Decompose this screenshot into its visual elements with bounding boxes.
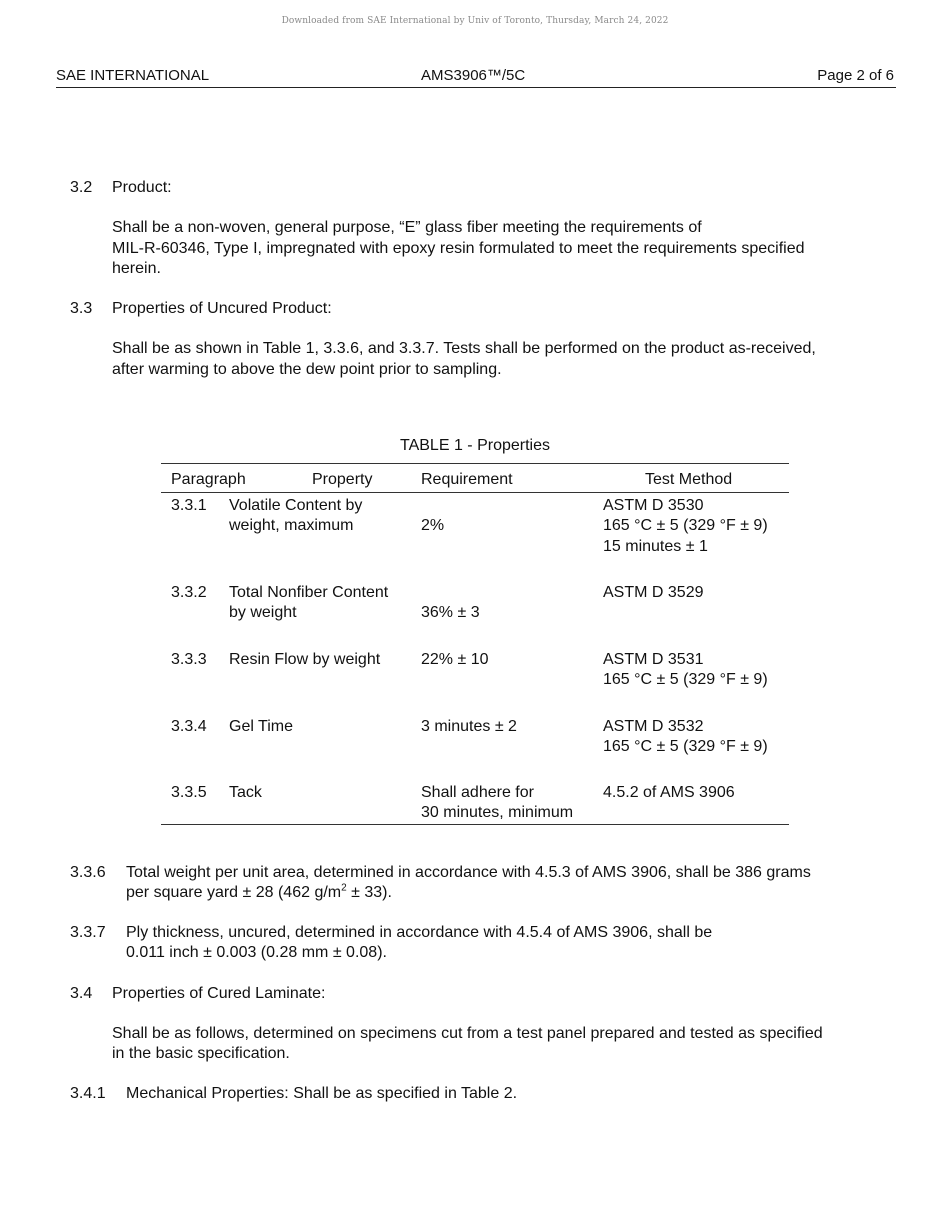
section-3-2-line-1: Shall be a non-woven, general purpose, “E” glass fiber meeting the requirements of (112, 219, 702, 236)
table-row-requirement: 36% ± 3 (421, 604, 480, 621)
superscript-2: 2 (341, 882, 347, 894)
section-3-4-title: Properties of Cured Laminate: (112, 985, 326, 1002)
section-3-4-1-number: 3.4.1 (70, 1085, 106, 1102)
table-row-test-method-cont: 165 °C ± 5 (329 °F ± 9) (603, 738, 768, 755)
section-3-4-1-text: Mechanical Properties: Shall be as specified in Table 2. (126, 1085, 518, 1102)
table-row-property: Gel Time (229, 718, 294, 735)
table-header-test-method: Test Method (645, 471, 733, 488)
section-3-2-number: 3.2 (70, 179, 93, 196)
section-3-3-6-line-1: Total weight per unit area, determined in accordance with 4.5.3 of AMS 3906, shall be 386 grams (126, 864, 811, 881)
section-3-3-6-line-2 (126, 883, 886, 904)
section-3-3-7-number: 3.3.7 (70, 924, 106, 941)
section-3-3-line-2: after warming to above the dew point prior to sampling. (112, 361, 502, 378)
table-row-paragraph: 3.3.4 (171, 718, 207, 735)
table-top-rule (161, 463, 789, 464)
section-3-3-6-number: 3.3.6 (70, 864, 106, 881)
header-page-number: Page 2 of 6 (817, 67, 894, 84)
section-3-3-number: 3.3 (70, 300, 93, 317)
table-row-property-cont: weight, maximum (229, 517, 354, 534)
table-row-property: Volatile Content by (229, 497, 363, 514)
section-3-4-number: 3.4 (70, 985, 93, 1002)
table-row-requirement: Shall adhere for (421, 784, 534, 801)
table-header-requirement: Requirement (421, 471, 513, 488)
table-header-property: Property (312, 471, 373, 488)
section-3-3-title: Properties of Uncured Product: (112, 300, 332, 317)
table-row-property: Tack (229, 784, 262, 801)
table-row-requirement: 22% ± 10 (421, 651, 489, 668)
table-row-test-method: ASTM D 3530 (603, 497, 704, 514)
section-3-2-line-3: herein. (112, 260, 161, 277)
table-row-requirement: 3 minutes ± 2 (421, 718, 517, 735)
table-row-test-method-cont: 165 °C ± 5 (329 °F ± 9) (603, 517, 768, 534)
section-3-4-line-2: in the basic specification. (112, 1045, 290, 1062)
table-row-test-method-cont: 165 °C ± 5 (329 °F ± 9) (603, 671, 768, 688)
table-row-requirement-cont: 30 minutes, minimum (421, 804, 574, 821)
section-3-3-7-line-1: Ply thickness, uncured, determined in accordance with 4.5.4 of AMS 3906, shall be (126, 924, 713, 941)
section-3-2-title: Product: (112, 179, 172, 196)
table-1-caption: TABLE 1 - Properties (400, 437, 550, 454)
section-3-3-6-line-2-a: per square yard ± 28 (462 g/m (126, 884, 342, 901)
table-row-paragraph: 3.3.3 (171, 651, 207, 668)
section-3-3-7-line-2: 0.011 inch ± 0.003 (0.28 mm ± 0.08). (126, 944, 387, 961)
table-row-test-method: 4.5.2 of AMS 3906 (603, 784, 735, 801)
table-row-test-method: ASTM D 3532 (603, 718, 704, 735)
table-row-test-method: ASTM D 3529 (603, 584, 704, 601)
header-document-id: AMS3906™/5C (421, 67, 526, 84)
section-3-4-line-1: Shall be as follows, determined on specimens cut from a test panel prepared and tested as specified (112, 1025, 823, 1042)
table-row-requirement: 2% (421, 517, 445, 534)
table-row-property: Total Nonfiber Content (229, 584, 389, 601)
table-header-paragraph: Paragraph (171, 471, 246, 488)
header-rule (56, 87, 896, 88)
table-header-rule (161, 492, 789, 493)
download-watermark: Downloaded from SAE International by Univ of Toronto, Thursday, March 24, 2022 (281, 16, 669, 26)
section-3-2-line-2: MIL-R-60346, Type I, impregnated with epoxy resin formulated to meet the requirements specified (112, 240, 805, 257)
section-3-3-6-line-2-b: ± 33). (346, 884, 392, 901)
section-3-3-line-1: Shall be as shown in Table 1, 3.3.6, and 3.3.7. Tests shall be performed on the product as-received, (112, 340, 816, 357)
table-row-paragraph: 3.3.1 (171, 497, 207, 514)
table-row-test-method-cont: 15 minutes ± 1 (603, 538, 708, 555)
table-bottom-rule (161, 824, 789, 825)
table-row-test-method: ASTM D 3531 (603, 651, 704, 668)
table-row-property: Resin Flow by weight (229, 651, 381, 668)
table-row-paragraph: 3.3.2 (171, 584, 207, 601)
header-organization: SAE INTERNATIONAL (56, 67, 210, 84)
table-row-paragraph: 3.3.5 (171, 784, 207, 801)
table-row-property-cont: by weight (229, 604, 297, 621)
